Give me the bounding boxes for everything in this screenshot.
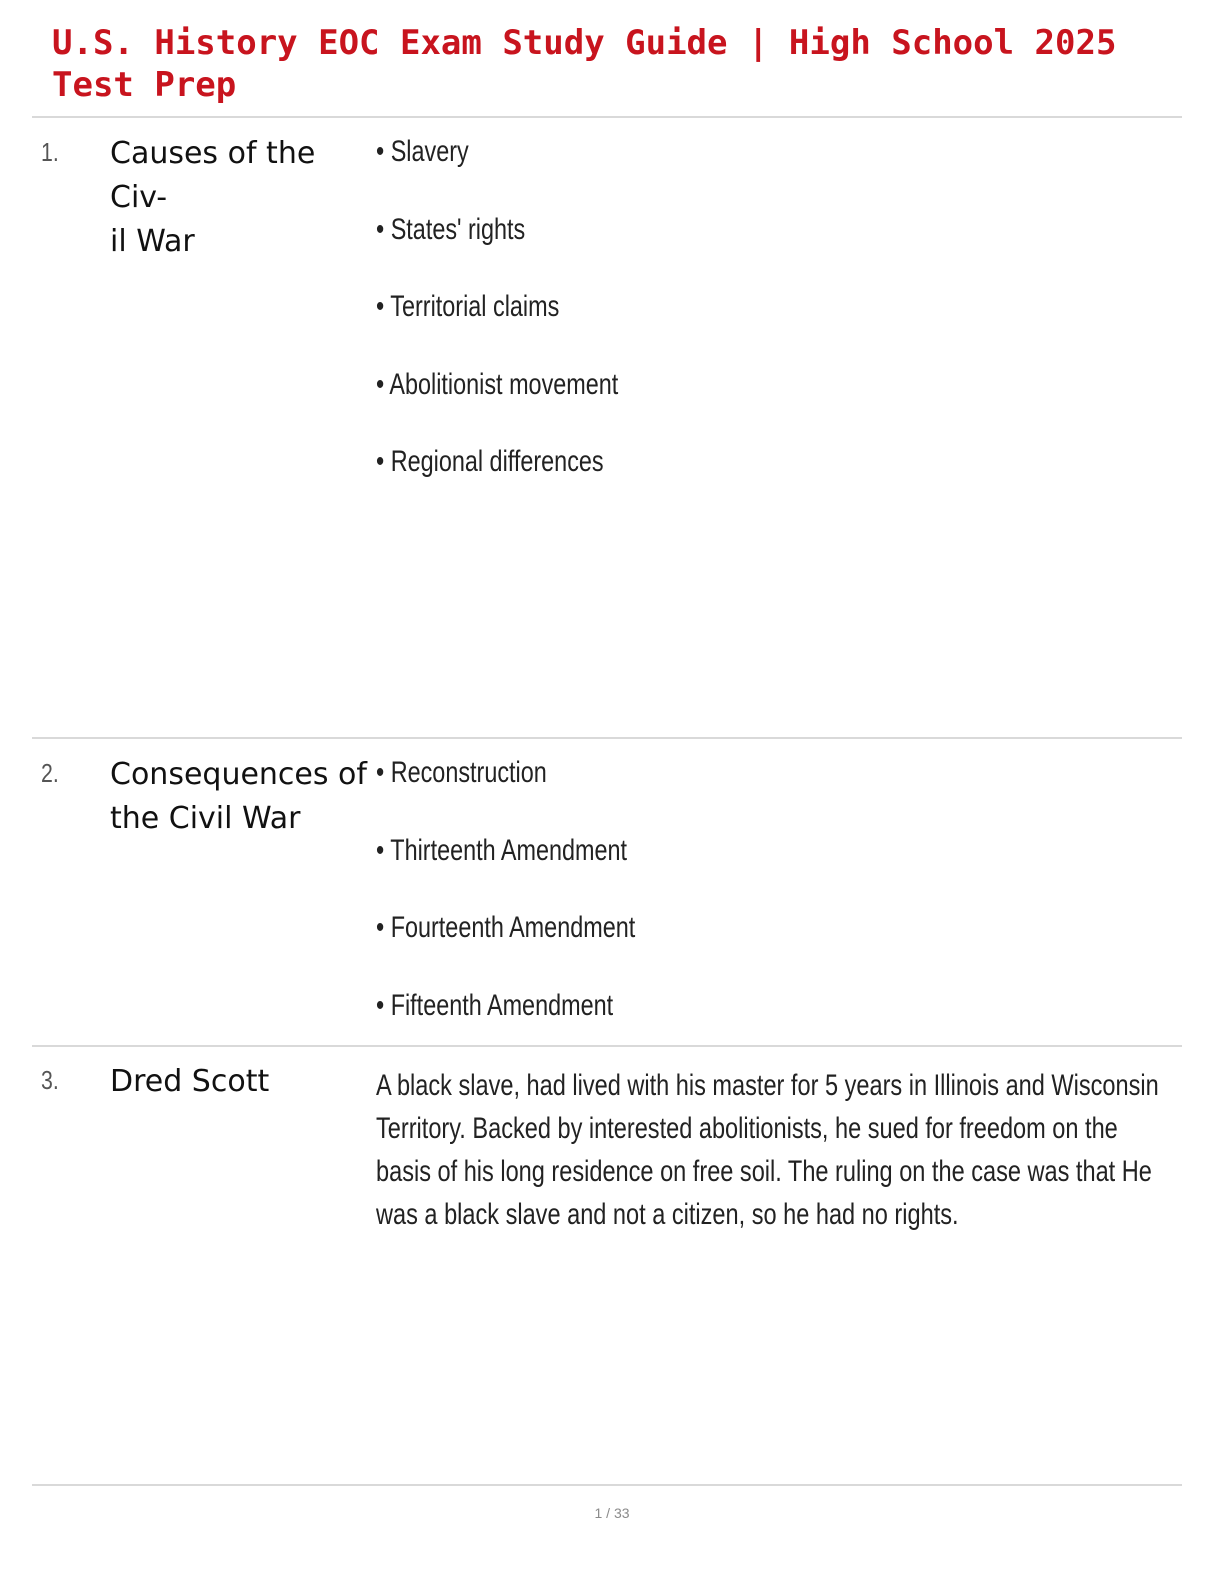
divider (32, 116, 1182, 118)
bullet-item: • Regional differences (376, 445, 604, 478)
bullet-item: • Abolitionist movement (376, 367, 619, 401)
bullet-item: • Fifteenth Amendment (376, 988, 614, 1022)
card-definition (376, 1064, 1176, 1236)
card-number: 3. (41, 1065, 59, 1095)
card-term: Dred Scott (110, 1064, 270, 1099)
card-term: Causes of the Civ- il War (110, 136, 316, 259)
bullet-item: • Territorial claims (376, 290, 560, 323)
card-number: 2. (41, 758, 59, 788)
bullet-item: • Thirteenth Amendment (376, 833, 628, 867)
bullet-item: • Fourteenth Amendment (376, 911, 636, 944)
page-number: 1 / 33 (594, 1505, 630, 1521)
divider (32, 737, 1182, 739)
card-number: 1. (41, 137, 59, 167)
bullet-item: • Reconstruction (376, 756, 547, 789)
document-title: U.S. History EOC Exam Study Guide | High School 2025 Test Prep (52, 23, 1117, 105)
bullet-item: • States' rights (376, 212, 526, 246)
card-definition (376, 136, 1176, 524)
card-term: Consequences of the Civil War (110, 757, 367, 836)
card-definition (376, 757, 1176, 1067)
bullet-item: • Slavery (376, 135, 469, 168)
divider (32, 1484, 1182, 1486)
divider (32, 1045, 1182, 1047)
definition-text: A black slave, had lived with his master for 5 years in Illinois and Wisconsin Territory. Backed by interested abolitionists, he sued for freedom on the basis of his long residence on free soil. The ruling on the case was that He was a black slave and not a citizen, so he had no rights. (376, 1069, 1159, 1231)
